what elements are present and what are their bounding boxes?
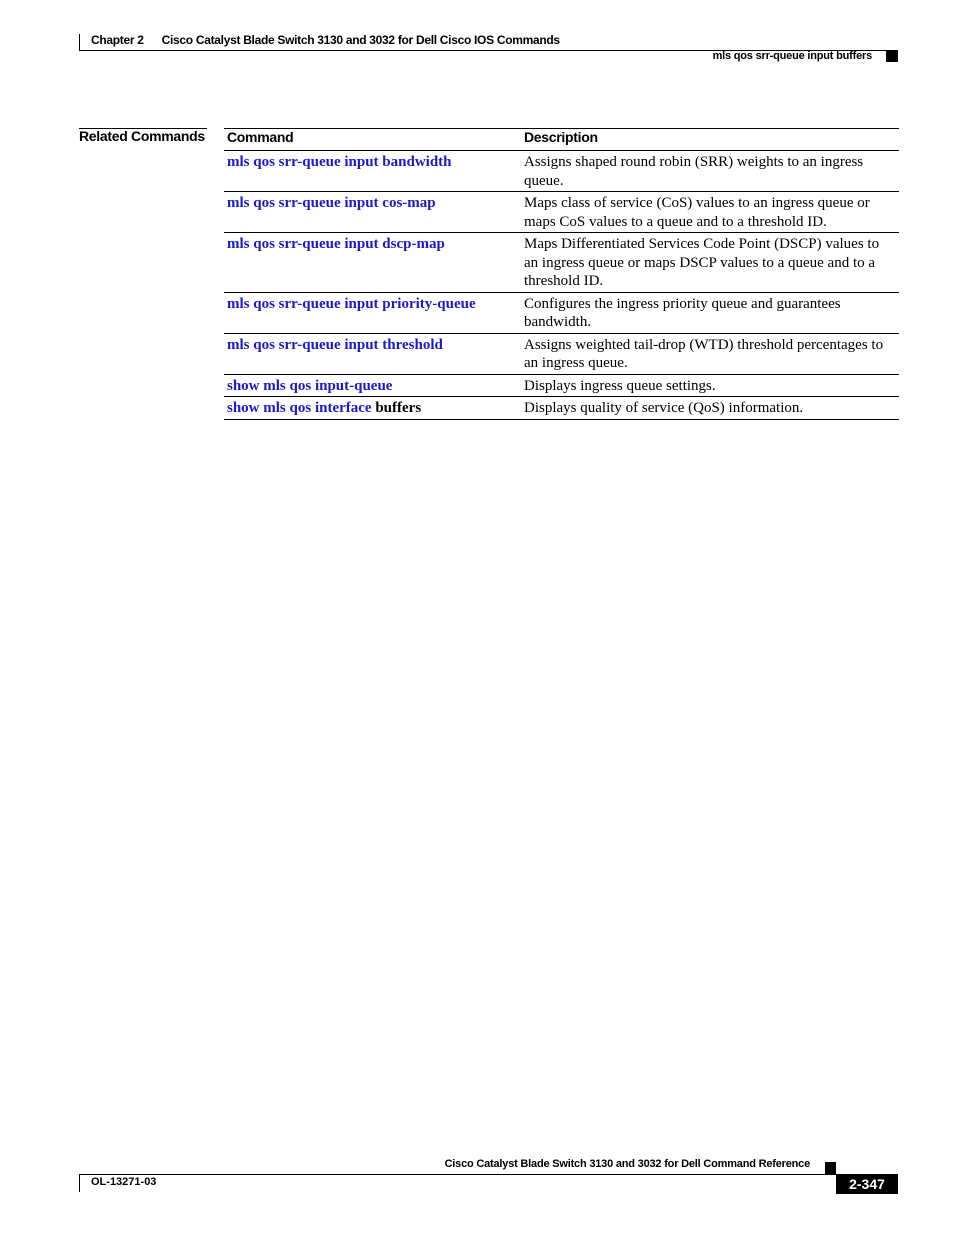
footer-marker-block bbox=[825, 1162, 836, 1174]
footer-rule bbox=[79, 1174, 898, 1175]
footer-book-title: Cisco Catalyst Blade Switch 3130 and 3032 for Dell Command Reference bbox=[444, 1158, 810, 1170]
command-link[interactable]: mls qos srr-queue input priority-queue bbox=[227, 295, 476, 312]
header-marker-block bbox=[886, 51, 898, 62]
command-description: Displays quality of service (QoS) information. bbox=[521, 397, 899, 420]
command-link[interactable]: show mls qos interface bbox=[227, 400, 372, 416]
column-header-description: Description bbox=[521, 129, 899, 151]
command-link[interactable]: mls qos srr-queue input bandwidth bbox=[227, 154, 452, 170]
footer-left-bar bbox=[79, 1175, 80, 1192]
table-row bbox=[224, 374, 899, 397]
command-link[interactable]: mls qos srr-queue input threshold bbox=[227, 336, 443, 353]
command-description: Assigns weighted tail-drop (WTD) threshold percentages to an ingress queue. bbox=[521, 333, 899, 374]
command-description: Assigns shaped round robin (SRR) weights to an ingress queue. bbox=[521, 151, 899, 192]
footer-doc-number: OL-13271-03 bbox=[91, 1176, 157, 1188]
table-row bbox=[224, 292, 899, 333]
table-header-row bbox=[224, 129, 899, 151]
command-keyword: buffers bbox=[375, 400, 422, 416]
table-row bbox=[224, 233, 899, 293]
header-chapter bbox=[91, 33, 560, 47]
command-link[interactable]: mls qos srr-queue input cos-map bbox=[227, 195, 436, 211]
header-section-title: mls qos srr-queue input buffers bbox=[712, 50, 872, 62]
command-description: Maps Differentiated Services Code Point (DSCP) values to an ingress queue or maps DSCP values to a queue and to a threshold ID. bbox=[521, 233, 899, 293]
related-commands-table bbox=[224, 128, 899, 420]
chapter-title: Cisco Catalyst Blade Switch 3130 and 3032 for Dell Cisco IOS Commands bbox=[161, 33, 560, 47]
header-left-bar bbox=[79, 34, 80, 51]
table-row bbox=[224, 333, 899, 374]
footer-page-number: 2-347 bbox=[836, 1175, 898, 1194]
command-description: Maps class of service (CoS) values to an ingress queue or maps CoS values to a queue and to a threshold ID. bbox=[521, 192, 899, 233]
table-row bbox=[224, 192, 899, 233]
table-row bbox=[224, 397, 899, 420]
chapter-number: Chapter 2 bbox=[91, 33, 144, 47]
related-commands-label: Related Commands bbox=[79, 128, 205, 144]
table-row bbox=[224, 151, 899, 192]
column-header-command: Command bbox=[224, 129, 521, 151]
command-description: Displays ingress queue settings. bbox=[521, 374, 899, 397]
command-description: Configures the ingress priority queue and guarantees bandwidth. bbox=[521, 292, 899, 333]
command-link[interactable]: mls qos srr-queue input dscp-map bbox=[227, 236, 445, 252]
command-link[interactable]: show mls qos input-queue bbox=[227, 377, 393, 394]
